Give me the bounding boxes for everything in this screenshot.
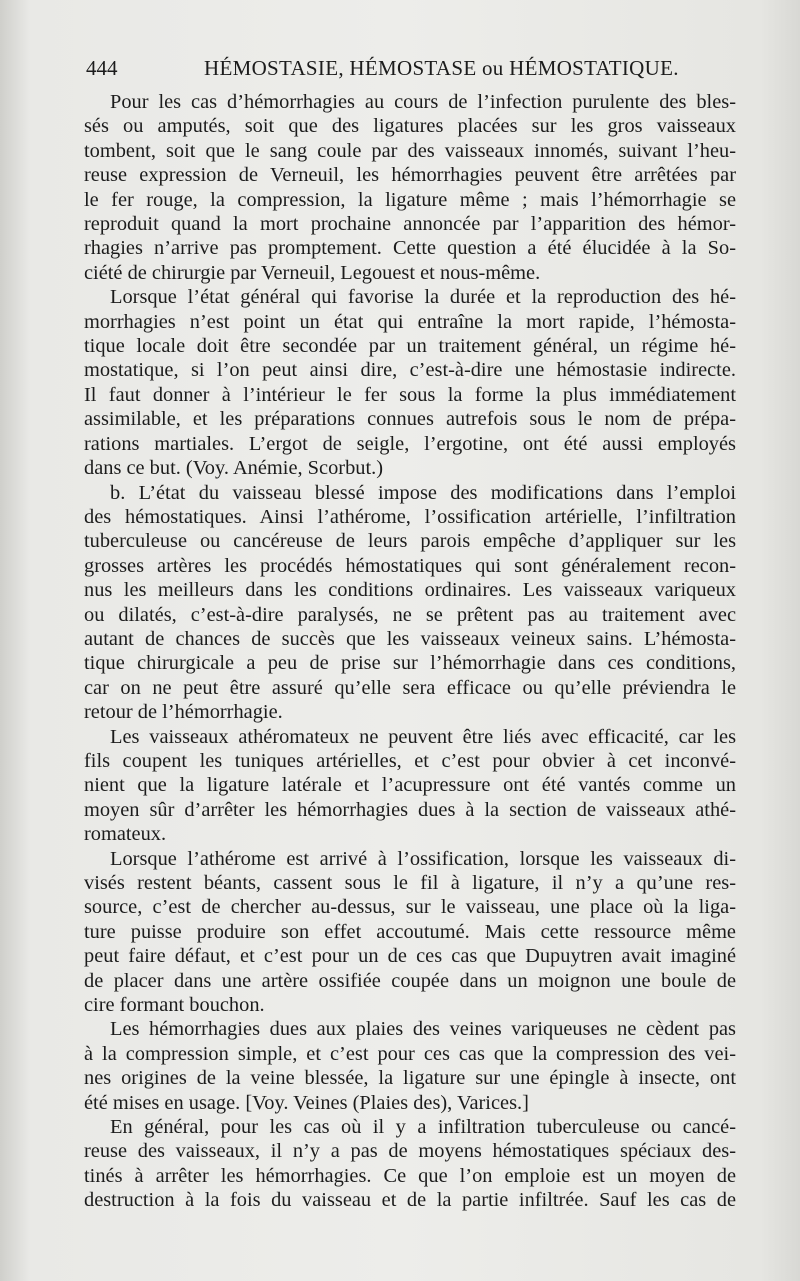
paragraph [84, 90, 736, 285]
page-number: 444 [86, 56, 118, 80]
text-line: ture puisse produire son effet accoutumé. Mais cette ressource même [84, 920, 736, 943]
text-line: le fer rouge, la compression, la ligature même ; mais l’hémorrhagie se [84, 188, 736, 211]
paragraph [84, 285, 736, 480]
text-line: reuse expression de Verneuil, les hémorrhagies peuvent être arrêtées par [84, 164, 736, 187]
text-line: tombent, soit que le sang coule par des vaisseaux innomés, suivant l’heu- [84, 139, 736, 162]
paragraph [84, 1115, 736, 1213]
text-line: source, c’est de chercher au-dessus, sur le vaisseau, une place où la liga- [84, 896, 736, 919]
text-line: cire formant bouchon. [84, 994, 265, 1017]
paragraph [84, 481, 736, 725]
text-line: destruction à la fois du vaisseau et de la partie infiltrée. Sauf les cas de [84, 1189, 736, 1212]
text-line: ciété de chirurgie par Verneuil, Legouest et nous-même. [84, 261, 541, 284]
text-line: Lorsque l’athérome est arrivé à l’ossification, lorsque les vaisseaux di- [110, 847, 736, 870]
text-line: fils coupent les tuniques artérielles, et c’est pour obvier à cet inconvé- [84, 749, 736, 772]
text-line: sés ou amputés, soit que des ligatures placées sur les gros vaisseaux [84, 115, 736, 138]
text-line: dans ce but. (Voy. Anémie, Scorbut.) [84, 457, 384, 480]
text-line: grosses artères les procédés hémostatiques qui sont généralement recon- [84, 554, 736, 577]
text-line: tinés à arrêter les hémorrhagies. Ce que l’on emploie est un moyen de [84, 1164, 736, 1187]
text-line: tique locale doit être secondée par un traitement général, un régime hé- [84, 335, 736, 358]
text-line: nus les meilleurs dans les conditions ordinaires. Les vaisseaux variqueux [84, 579, 736, 602]
text-line: Les vaisseaux athéromateux ne peuvent être liés avec efficacité, car les [110, 725, 736, 748]
text-line: reuse des vaisseaux, il n’y a pas de moyens hémostatiques spéciaux des- [84, 1140, 736, 1163]
text-line: romateux. [84, 823, 167, 846]
paragraph [84, 847, 736, 1018]
text-line: car on ne peut être assuré qu’elle sera efficace ou qu’elle préviendra le [84, 676, 736, 699]
text-line: des hémostatiques. Ainsi l’athérome, l’ossification artérielle, l’infiltration [84, 505, 736, 528]
text-line: reproduit quand la mort prochaine annoncée par l’apparition des hémor- [84, 213, 736, 236]
text-line: assimilable, et les préparations connues autrefois sous le nom de prépa- [84, 408, 736, 431]
text-line: autant de chances de succès que les vaisseaux veineux sains. L’hémosta- [84, 627, 736, 650]
running-head: HÉMOSTASIE, HÉMOSTASE ou HÉMOSTATIQUE. [204, 56, 679, 80]
text-line: En général, pour les cas où il y a infiltration tuberculeuse ou cancé- [110, 1116, 736, 1139]
text-line: tique chirurgicale a peu de prise sur l’hémorrhagie dans ces conditions, [84, 652, 736, 675]
text-line: de placer dans une artère ossifiée coupée dans un moignon une boule de [84, 969, 736, 992]
text-line: moyen sûr d’arrêter les hémorrhagies dues à la section de vaisseaux athé- [84, 798, 736, 821]
text-line: nes origines de la veine blessée, la ligature sur une épingle à insecte, ont [84, 1067, 736, 1090]
text-line: été mises en usage. [Voy. Veines (Plaies des), Varices.] [84, 1091, 529, 1114]
text-line: b. L’état du vaisseau blessé impose des modifications dans l’emploi [110, 481, 736, 504]
text-line: à la compression simple, et c’est pour ces cas que la compression des vei- [84, 1042, 736, 1065]
text-line: rhagies n’arrive pas promptement. Cette question a été élucidée à la So- [84, 237, 736, 260]
text-line: retour de l’hémorrhagie. [84, 701, 283, 724]
text-line: visés restent béants, cassent sous le fil à ligature, il n’y a qu’une res- [84, 872, 736, 894]
body-text [84, 90, 736, 1213]
text-line: rations martiales. L’ergot de seigle, l’ergotine, ont été aussi employés [84, 432, 736, 455]
text-line: mostatique, si l’on peut ainsi dire, c’est-à-dire une hémostasie indirecte. [84, 359, 736, 382]
paragraph [84, 1017, 736, 1115]
text-line: Il faut donner à l’intérieur le fer sous la forme la plus immédiatement [84, 383, 736, 406]
text-line: tuberculeuse ou cancéreuse de leurs parois empêche d’appliquer sur les [84, 530, 736, 553]
text-line: Pour les cas d’hémorrhagies au cours de l’infection purulente des bles- [110, 91, 736, 113]
text-line: Lorsque l’état général qui favorise la durée et la reproduction des hé- [110, 286, 736, 309]
paragraph [84, 725, 736, 847]
text-line: peut faire défaut, et c’est pour un de ces cas que Dupuytren avait imaginé [84, 945, 736, 968]
text-line: morrhagies n’est point un état qui entraîne la mort rapide, l’hémosta- [84, 310, 736, 333]
page-header [86, 56, 736, 86]
text-line: nient que la ligature latérale et l’acupressure ont été vantés comme un [84, 774, 736, 797]
text-line: Les hémorrhagies dues aux plaies des veines variqueuses ne cèdent pas [110, 1018, 736, 1041]
text-line: ou dilatés, c’est-à-dire paralysés, ne se prêtent pas au traitement avec [84, 603, 736, 626]
